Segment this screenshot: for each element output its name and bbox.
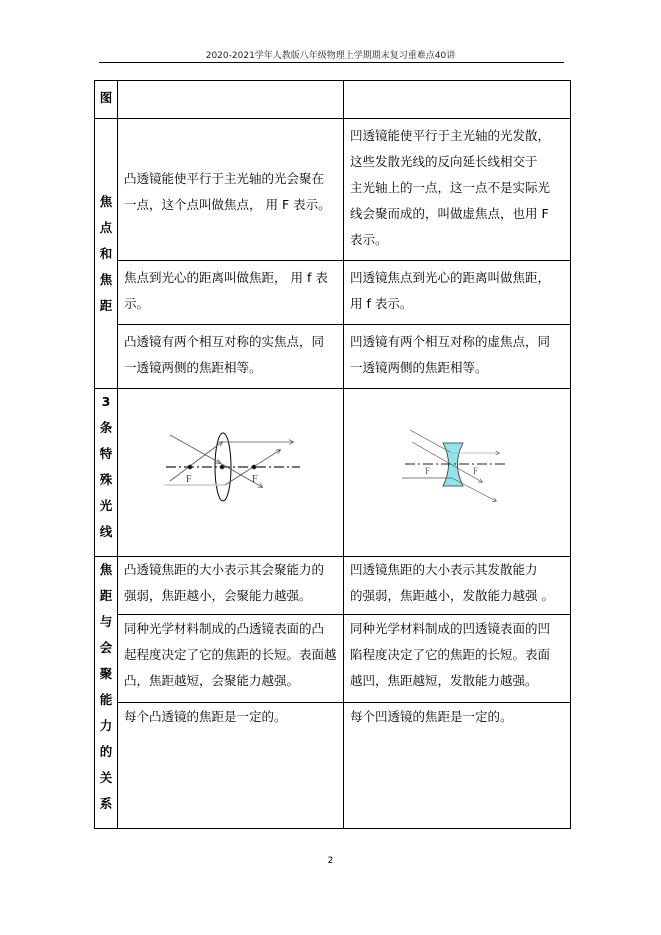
cat-char: 聚 (99, 666, 113, 681)
cat-char: 关 (99, 770, 113, 785)
category-figure: 图 (95, 81, 118, 119)
page-number: 2 (327, 856, 334, 866)
text-line: 一透镜两侧的焦距相等。 (124, 360, 262, 375)
page-header: 2020-2021学年人教版八年级物理上学期期末复习重难点40讲 (205, 51, 456, 61)
text-line: 这些发散光线的反向延长线相交于 (350, 154, 538, 169)
text-line: 表示。 (350, 232, 388, 247)
text-line: 凸透镜能使平行于主光轴的光会聚在 (124, 170, 325, 186)
text-line: 起程度决定了它的焦距的长短。表面越 (124, 647, 337, 662)
text-line: 越凹，焦距越短，发散能力越强。 (350, 673, 538, 688)
cat-char: 力 (99, 718, 113, 733)
text-line: 强弱，焦距越小，会聚能力越强。 (124, 588, 312, 603)
concave-focus-label: F (473, 466, 479, 476)
text-line: 每个凹透镜的焦距是一定的。 (350, 709, 513, 724)
cat-char: 的 (99, 744, 113, 759)
text-line: 焦点到光心的距离叫做焦距， 用 f 表 (124, 270, 328, 285)
text-line: 凹透镜焦点到光心的距离叫做焦距， (350, 270, 551, 285)
cat-char: 特 (99, 446, 113, 461)
text-line: 凹透镜有两个相互对称的虚焦点，同 (350, 334, 551, 349)
text-line: 线会聚而成的，叫做虚焦点，也用 F (350, 206, 549, 221)
cat-char: 距 (99, 297, 113, 313)
text-line: 主光轴上的一点，这一点不是实际光 (350, 180, 551, 195)
convex-lens-diagram (164, 433, 300, 501)
text-line: 凸透镜有两个相互对称的实焦点，同 (124, 334, 325, 349)
cat-char: 殊 (99, 472, 113, 487)
text-line: 一点，这个点叫做焦点， 用 F 表示。 (124, 196, 331, 212)
cat-char: 能 (99, 692, 113, 707)
text-line: 一透镜两侧的焦距相等。 (350, 360, 488, 375)
cat-char: 距 (99, 588, 113, 603)
cat-char: 焦 (99, 271, 113, 287)
text-line: 同种光学材料制成的凸透镜表面的凸 (124, 621, 325, 636)
text-line: 每个凸透镜的焦距是一定的。 (124, 709, 287, 724)
cat-char: 和 (99, 245, 113, 261)
text-line: 示。 (124, 296, 150, 311)
concave-lens-diagram (402, 430, 505, 501)
cat-char: 光 (99, 498, 113, 513)
cat-char: 系 (99, 796, 113, 811)
text-line: 的强弱，焦距越小，发散能力越强 。 (350, 588, 554, 603)
cat-char: 点 (99, 219, 113, 235)
cat-char: 焦 (99, 193, 113, 209)
text-line: 陷程度决定了它的焦距的长短。表面 (350, 647, 551, 662)
cat-char: 会 (99, 640, 113, 655)
convex-focus-label: F (186, 474, 192, 485)
concave-focus-label: F (425, 466, 431, 476)
text-line: 凹透镜能使平行于主光轴的光发散， (350, 128, 551, 143)
cat-char: 焦 (99, 562, 113, 577)
text-line: 凸透镜焦距的大小表示其会聚能力的 (124, 562, 325, 577)
cat-char: 线 (99, 524, 113, 539)
text-line: 用 f 表示。 (350, 296, 413, 311)
cat-char: 条 (99, 420, 113, 435)
text-line: 同种光学材料制成的凹透镜表面的凹 (350, 621, 551, 636)
convex-focus-label: F (252, 474, 258, 485)
cat-char: 与 (99, 614, 113, 629)
cat-char: 3 (101, 394, 111, 409)
text-line: 凸，焦距越短，会聚能力越强。 (124, 673, 300, 688)
text-line: 凹透镜焦距的大小表示其发散能力 (350, 562, 538, 577)
